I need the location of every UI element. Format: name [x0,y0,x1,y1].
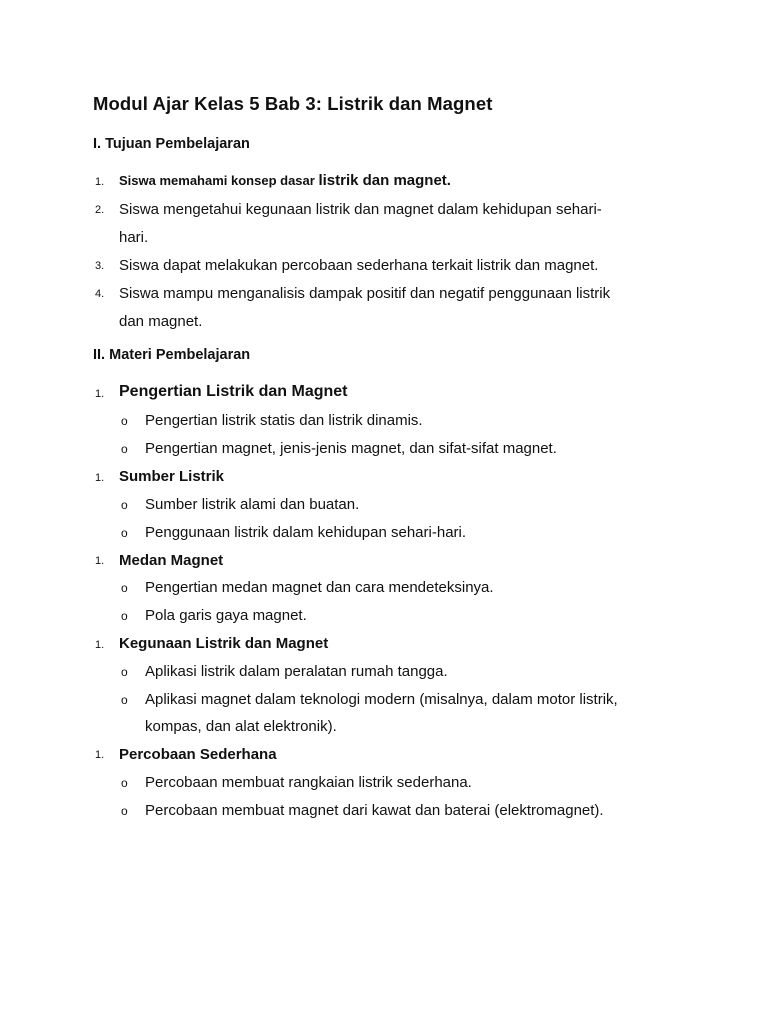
list-number: 1. [95,749,105,761]
list-number: 1. [95,176,105,188]
sub-item-text: Aplikasi magnet dalam teknologi modern (misalnya, dalam motor listrik, [145,691,618,708]
sub-item-text: Pengertian listrik statis dan listrik dinamis. [145,412,423,429]
bullet-marker: o [121,414,128,428]
list-item-text: Siswa mampu menganalisis dampak positif dan negatif penggunaan listrik [119,285,611,302]
sub-item-text-continuation: kompas, dan alat elektronik). [145,718,337,735]
list-item-text-emphasis: listrik dan magnet. [318,172,451,189]
sub-item-text: Percobaan membuat rangkaian listrik sederhana. [145,774,472,791]
list-item-text: Siswa mengetahui kegunaan listrik dan magnet dalam kehidupan sehari- [119,201,602,218]
document-title: Modul Ajar Kelas 5 Bab 3: Listrik dan Magnet [93,93,493,114]
sub-item-text: Percobaan membuat magnet dari kawat dan baterai (elektromagnet). [145,802,604,819]
list-number: 1. [95,639,105,651]
bullet-marker: o [121,498,128,512]
sub-item-text: Aplikasi listrik dalam peralatan rumah tangga. [145,663,448,680]
bullet-marker: o [121,609,128,623]
bullet-marker: o [121,693,128,707]
sub-item-text: Sumber listrik alami dan buatan. [145,496,360,513]
topic-title: Percobaan Sederhana [119,746,277,763]
topic-title: Pengertian Listrik dan Magnet [119,383,348,400]
list-number: 1. [95,555,105,567]
list-item-text-part: Siswa memahami konsep dasar [119,173,319,188]
bullet-marker: o [121,776,128,790]
list-number: 1. [95,472,105,484]
sub-item-text: Pola garis gaya magnet. [145,607,307,624]
sub-item-text: Penggunaan listrik dalam kehidupan sehari-hari. [145,524,467,541]
list-number: 2. [95,204,105,216]
list-item-text [119,172,451,189]
list-number: 3. [95,260,105,272]
section-heading-tujuan: I. Tujuan Pembelajaran [93,136,250,152]
bullet-marker: o [121,804,128,818]
bullet-marker: o [121,665,128,679]
topic-title: Kegunaan Listrik dan Magnet [119,635,329,652]
bullet-marker: o [121,581,128,595]
list-item-text: Siswa dapat melakukan percobaan sederhana terkait listrik dan magnet. [119,257,599,274]
list-number: 1. [95,388,105,400]
topic-title: Medan Magnet [119,552,224,569]
list-item-text-continuation: dan magnet. [119,313,203,330]
bullet-marker: o [121,442,128,456]
list-number: 4. [95,288,105,300]
bullet-marker: o [121,526,128,540]
list-item-text-continuation: hari. [119,229,149,246]
section-heading-materi: II. Materi Pembelajaran [93,347,251,363]
topic-title: Sumber Listrik [119,468,225,485]
sub-item-text: Pengertian medan magnet dan cara mendeteksinya. [145,579,494,596]
sub-item-text: Pengertian magnet, jenis-jenis magnet, dan sifat-sifat magnet. [145,440,557,457]
